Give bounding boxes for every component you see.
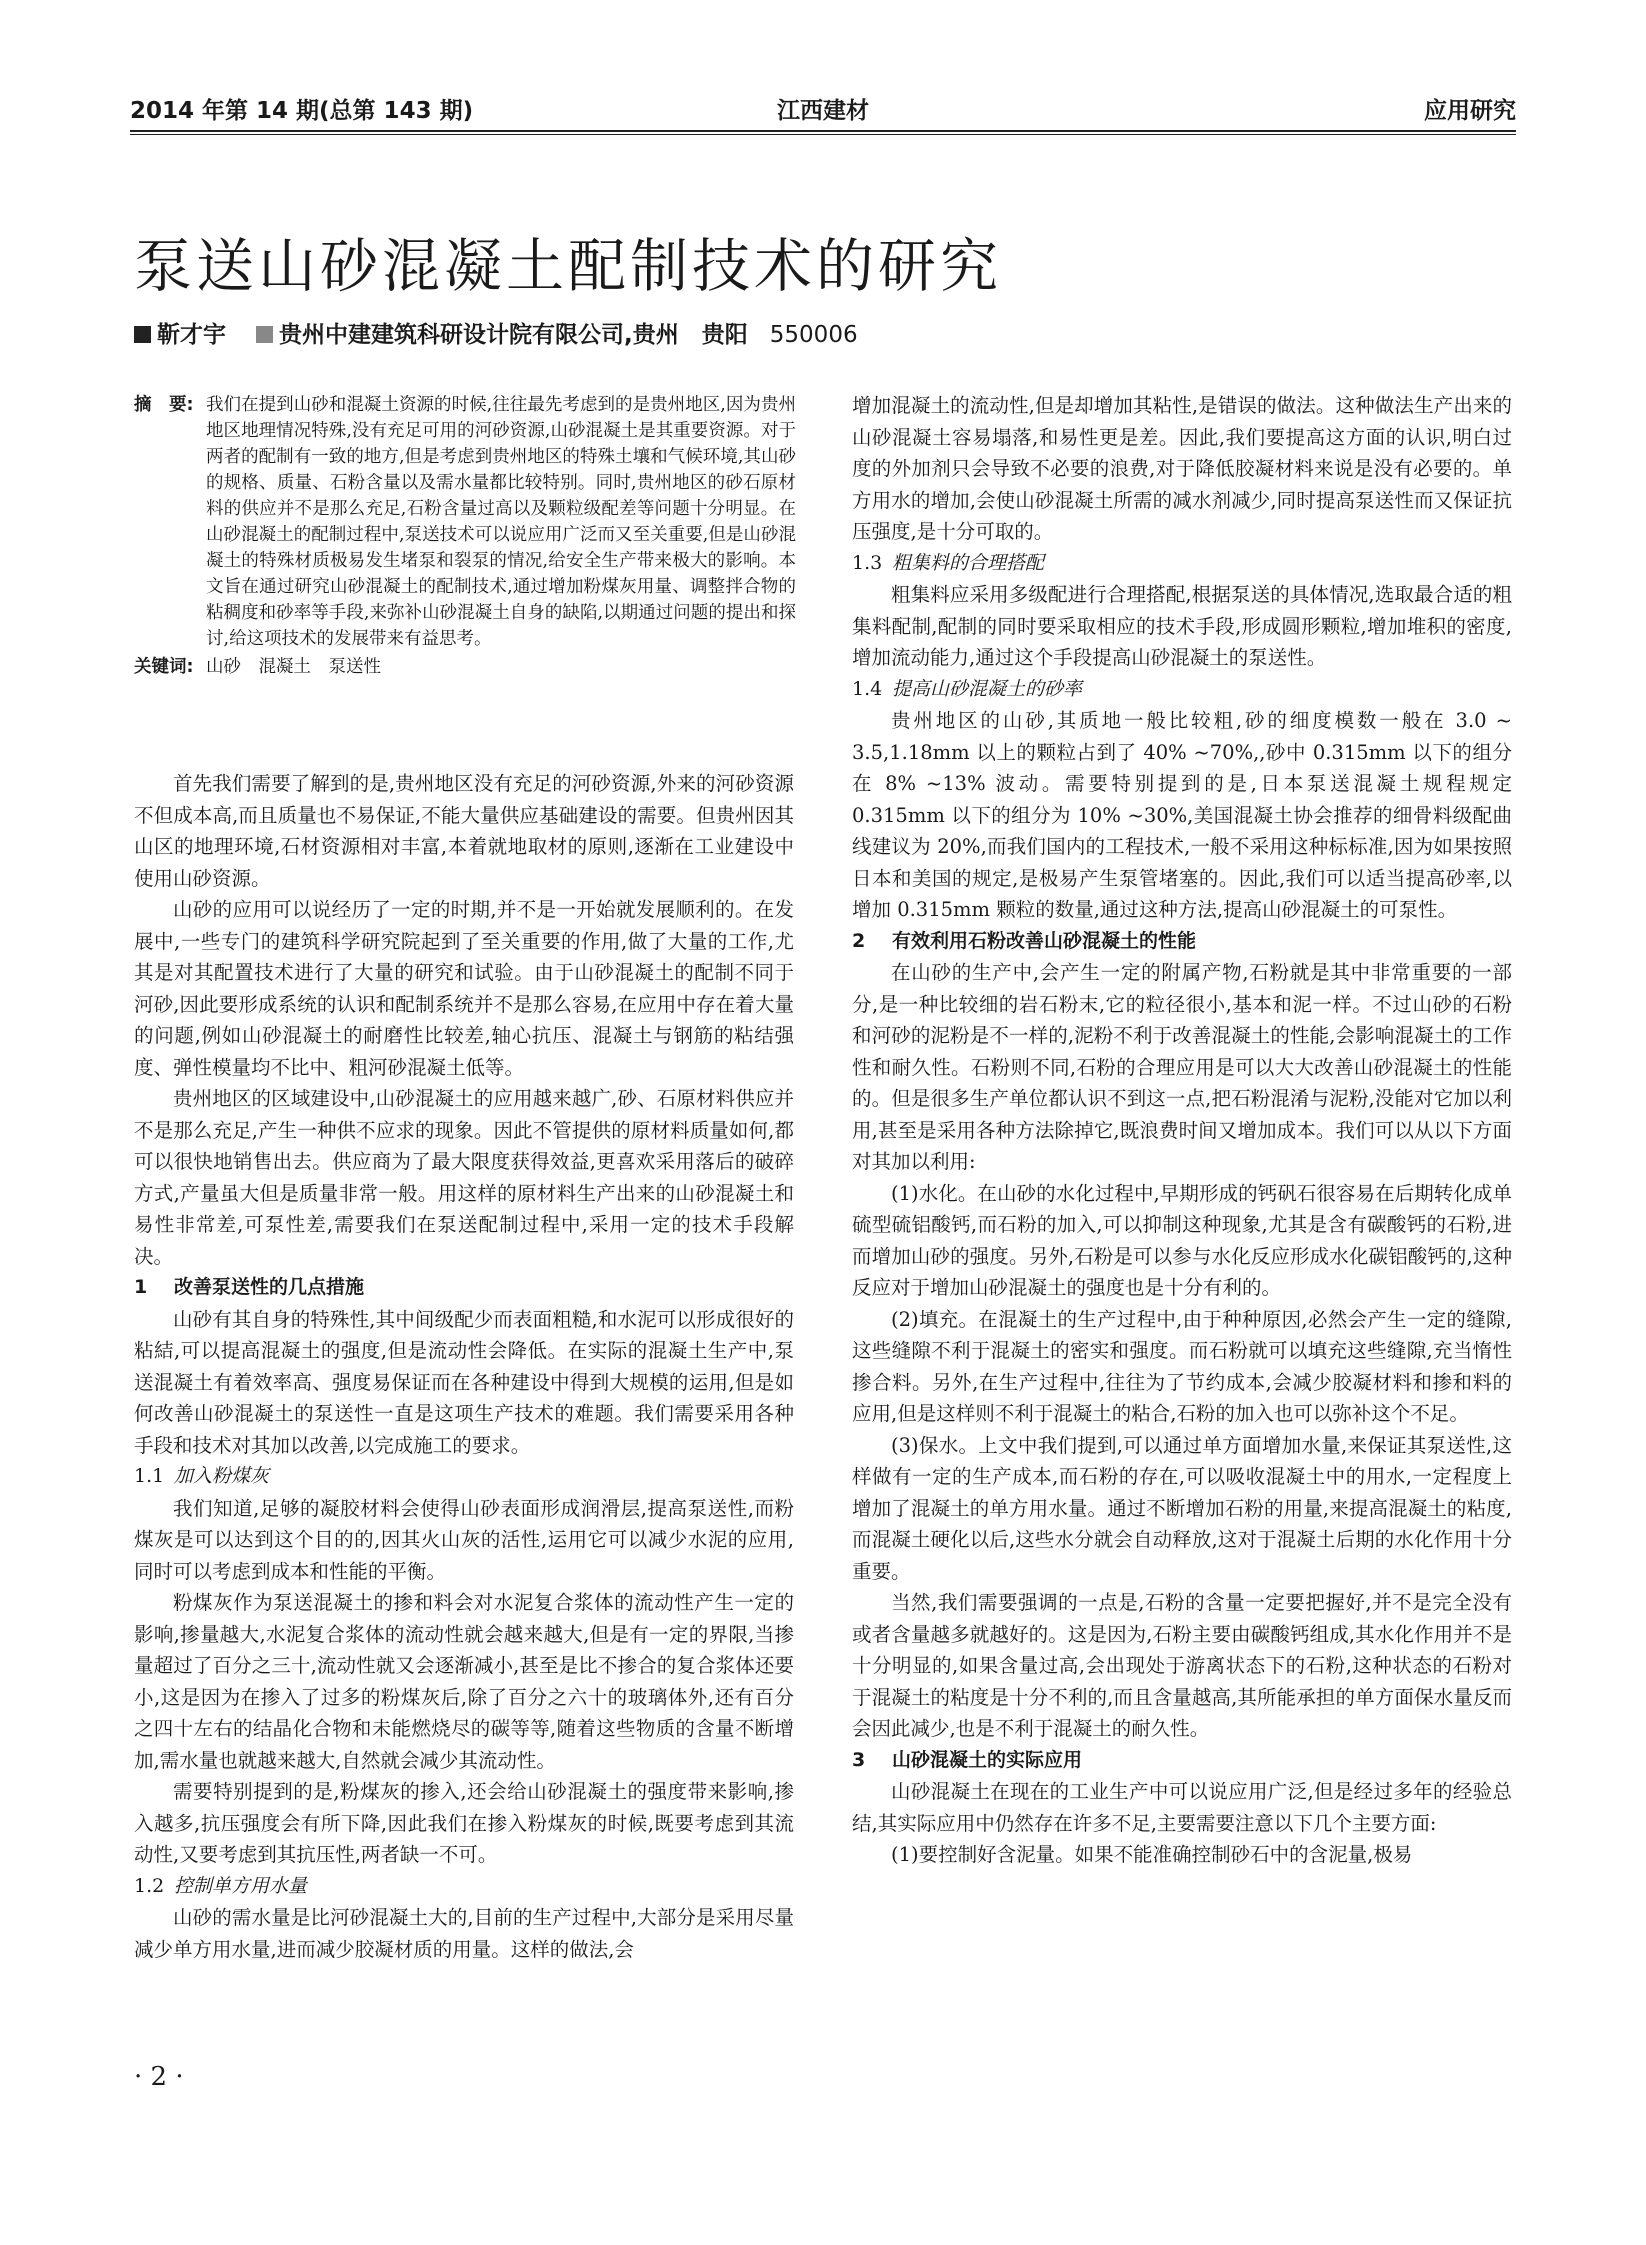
paragraph: 粗集料应采用多级配进行合理搭配,根据泵送的具体情况,选取最合适的粗集料配制,配制的同时要采取相应的技术手段,形成圆形颗粒,增加堆积的密度,增加流动能力,通过这个手段提高山砂混凝土的泵送性。 bbox=[852, 583, 1512, 669]
square-bullet-icon bbox=[134, 326, 151, 343]
paragraph: 贵州地区的山砂,其质地一般比较粗,砂的细度模数一般在 3.0 ~ 3.5,1.18mm 以上的颗粒占到了 40% ~70%,,砂中 0.315mm 以下的组分在 8% ~13% 波动。需要特别提到的是,日本泵送混凝土规程规定 0.315mm 以下的组分为 10% ~30%,美国混凝土协会推荐的细骨料级配曲线建议为 20%,而我们国内的工程技术,一般不采用这种标标准,因为如果按照日本和美国的规定,是极易产生泵管堵塞的。因此,我们可以适当提高砂率,以增加 0.315mm 颗粒的数量,通过这种方法,提高山砂混凝土的可泵性。 bbox=[852, 709, 1512, 921]
square-bullet-icon bbox=[256, 326, 273, 343]
heading-number: 1.2 bbox=[134, 1874, 165, 1897]
heading-text: 有效利用石粉改善山砂混凝土的性能 bbox=[892, 929, 1197, 952]
paragraph: (2)填充。在混凝土的生产过程中,由于种种原因,必然会产生一定的缝隙,这些缝隙不利于混凝土的密实和强度。而石粉就可以填充这些缝隙,充当惰性掺合料。另外,在生产过程中,往往为了节约成本,会减少胶凝材料和掺和料的应用,但是这样则不利于混凝土的粘合,石粉的加入也可以弥补这个不足。 bbox=[852, 1307, 1512, 1425]
keywords-label: 关键词: bbox=[134, 657, 194, 677]
author-name: 靳才宇 bbox=[157, 322, 226, 348]
issue-info: 2014 年第 14 期(总第 143 期) bbox=[130, 98, 474, 124]
article-title: 泵送山砂混凝土配制技术的研究 bbox=[134, 231, 1003, 300]
subsection-heading bbox=[134, 1871, 794, 1903]
byline bbox=[134, 316, 858, 349]
paragraph: 山砂混凝土在现在的工业生产中可以说应用广泛,但是经过多年的经验总结,其实际应用中仍然存在许多不足,主要需要注意以下几个主要方面: bbox=[852, 1780, 1512, 1835]
section-name: 应用研究 bbox=[1424, 98, 1516, 124]
heading-number: 1.3 bbox=[852, 551, 883, 574]
paragraph: 首先我们需要了解到的是,贵州地区没有充足的河砂资源,外来的河砂资源不但成本高,而且质量也不易保证,不能大量供应基础建设的需要。但贵州因其山区的地理环境,石材资源相对丰富,本着就地取材的原则,逐渐在工业建设中使用山砂资源。 bbox=[134, 772, 794, 890]
section-heading bbox=[852, 1745, 1512, 1777]
header-rule-thin bbox=[130, 134, 1516, 135]
paragraph: 我们知道,足够的凝胶材料会使得山砂表面形成润滑层,提高泵送性,而粉煤灰是可以达到这个目的的,因其火山灰的活性,运用它可以减少水泥的应用,同时可以考虑到成本和性能的平衡。 bbox=[134, 1496, 794, 1583]
section-heading bbox=[134, 1272, 794, 1304]
section-heading bbox=[852, 926, 1512, 958]
postcode: 550006 bbox=[769, 322, 858, 348]
right-column bbox=[852, 390, 1512, 1871]
heading-text: 加入粉煤灰 bbox=[174, 1465, 270, 1487]
subsection-heading bbox=[852, 548, 1512, 580]
abstract-text: 我们在提到山砂和混凝土资源的时候,往往最先考虑到的是贵州地区,因为贵州地区地理情况特殊,没有充足可用的河砂资源,山砂混凝土是其重要资源。对于两者的配制有一致的地方,但是考虑到贵州地区的特殊土壤和气候环境,其山砂的规格、质量、石粉含量以及需水量都比较特别。同时,贵州地区的砂石原材料的供应并不是那么充足,石粉含量过高以及颗粒级配差等问题十分明显。在山砂混凝土的配制过程中,泵送技术可以说应用广泛而又至关重要,但是山砂混凝土的特殊材质极易发生堵泵和裂泵的情况,给安全生产带来极大的影响。本文旨在通过研究山砂混凝土的配制技术,通过增加粉煤灰用量、调整拌合物的粘稠度和砂率等手段,来弥补山砂混凝土自身的缺陷,以期通过问题的提出和探讨,给这项技术的发展带来有益思考。 bbox=[206, 395, 796, 649]
subsection-heading bbox=[134, 1461, 794, 1493]
paragraph: 山砂的需水量是比河砂混凝土大的,目前的生产过程中,大部分是采用尽量减少单方用水量,进而减少胶凝材质的用量。这样的做法,会 bbox=[134, 1906, 794, 1961]
subsection-heading bbox=[852, 674, 1512, 706]
heading-text: 改善泵送性的几点措施 bbox=[174, 1276, 365, 1298]
heading-number: 2 bbox=[852, 929, 866, 952]
paragraph: 增加混凝土的流动性,但是却增加其粘性,是错误的做法。这种做法生产出来的山砂混凝土容易塌落,和易性更是差。因此,我们要提高这方面的认识,明白过度的外加剂只会导致不必要的浪费,对于降低胶凝材料来说是没有必要的。单方用水的增加,会使山砂混凝土所需的减水剂减少,同时提高泵送性而又保证抗压强度,是十分可取的。 bbox=[852, 394, 1512, 543]
paragraph: (3)保水。上文中我们提到,可以通过单方面增加水量,来保证其泵送性,这样做有一定的生产成本,而石粉的存在,可以吸收混凝土中的用水,一定程度上增加了混凝土的单方用水量。通过不断增加石粉的用量,来提高混凝土的粘度,而混凝土硬化以后,这些水分就会自动释放,这对于混凝土后期的水化作用十分重要。 bbox=[852, 1433, 1512, 1583]
heading-number: 3 bbox=[852, 1748, 866, 1771]
heading-text: 提高山砂混凝土的砂率 bbox=[892, 677, 1083, 700]
abstract bbox=[134, 392, 796, 680]
heading-number: 1 bbox=[134, 1276, 148, 1298]
heading-number: 1.1 bbox=[134, 1465, 165, 1487]
heading-number: 1.4 bbox=[852, 677, 883, 700]
heading-text: 粗集料的合理搭配 bbox=[892, 551, 1045, 574]
left-column bbox=[134, 768, 794, 1965]
paragraph: 山砂的应用可以说经历了一定的时期,并不是一开始就发展顺利的。在发展中,一些专门的建筑科学研究院起到了至关重要的作用,做了大量的工作,尤其是对其配置技术进行了大量的研究和试验。由于山砂混凝土的配制不同于河砂,因此要形成系统的认识和配制系统并不是那么容易,在应用中存在着大量的问题,例如山砂混凝土的耐磨性比较差,轴心抗压、混凝土与钢筋的粘结强度、弹性模量均不比中、粗河砂混凝土低等。 bbox=[134, 898, 794, 1079]
paragraph: 当然,我们需要强调的一点是,石粉的含量一定要把握好,并不是完全没有或者含量越多就越好的。这是因为,石粉主要由碳酸钙组成,其水化作用并不是十分明显的,如果含量过高,会出现处于游离状态下的石粉,这种状态的石粉对于混凝土的粘度是十分不利的,而且含量越高,其所能承担的单方面保水量反而会因此减少,也是不利于混凝土的耐久性。 bbox=[852, 1591, 1512, 1740]
paragraph: 山砂有其自身的特殊性,其中间级配少而表面粗糙,和水泥可以形成很好的粘結,可以提高混凝土的强度,但是流动性会降低。在实际的混凝土生产中,泵送混凝土有着效率高、强度易保证而在各种建设中得到大规模的运用,但是如何改善山砂混凝土的泵送性一直是这项生产技术的难题。我们需要采用各种手段和技术对其加以改善,以完成施工的要求。 bbox=[134, 1307, 794, 1457]
paragraph: (1)水化。在山砂的水化过程中,早期形成的钙矾石很容易在后期转化成单硫型硫铝酸钙,而石粉的加入,可以抑制这种现象,尤其是含有碳酸钙的石粉,进而增加山砂的强度。另外,石粉是可以参与水化反应形成水化碳铝酸钙的,这种反应对于增加山砂混凝土的强度也是十分有利的。 bbox=[852, 1181, 1512, 1299]
header-rule bbox=[130, 130, 1516, 132]
page-number: · 2 · bbox=[134, 2062, 184, 2092]
keywords: 山砂 混凝土 泵送性 bbox=[206, 657, 381, 677]
abstract-label: 摘 要: bbox=[134, 395, 194, 415]
affiliation: 贵州中建建筑科研设计院有限公司,贵州 贵阳 bbox=[279, 322, 748, 348]
paragraph: (1)要控制好含泥量。如果不能准确控制砂石中的含泥量,极易 bbox=[891, 1843, 1413, 1866]
heading-text: 山砂混凝土的实际应用 bbox=[892, 1748, 1083, 1771]
journal-name: 江西建材 bbox=[777, 98, 869, 124]
running-head bbox=[130, 92, 1516, 132]
paragraph: 贵州地区的区域建设中,山砂混凝土的应用越来越广,砂、石原材料供应并不是那么充足,产生一种供不应求的现象。因此不管提供的原材料质量如何,都可以很快地销售出去。供应商为了最大限度获得效益,更喜欢采用落后的破碎方式,产量虽大但是质量非常一般。用这样的原材料生产出来的山砂混凝土和易性非常差,可泵性差,需要我们在泵送配制过程中,采用一定的技术手段解决。 bbox=[134, 1087, 794, 1268]
heading-text: 控制单方用水量 bbox=[174, 1874, 308, 1897]
paragraph: 在山砂的生产中,会产生一定的附属产物,石粉就是其中非常重要的一部分,是一种比较细的岩石粉末,它的粒径很小,基本和泥一样。不过山砂的石粉和河砂的泥粉是不一样的,泥粉不利于改善混凝土的性能,会影响混凝土的工作性和耐久性。石粉则不同,石粉的合理应用是可以大大改善山砂混凝土的性能的。但是很多生产单位都认识不到这一点,把石粉混淆与泥粉,没能对它加以利用,甚至是采用各种方法除掉它,既浪费时间又增加成本。我们可以从以下方面对其加以利用: bbox=[852, 961, 1512, 1173]
paragraph: 粉煤灰作为泵送混凝土的掺和料会对水泥复合浆体的流动性产生一定的影响,掺量越大,水泥复合浆体的流动性就会越来越大,但是有一定的界限,当掺量超过了百分之三十,流动性就又会逐渐减小,甚至是比不掺合的复合浆体还要小,这是因为在掺入了过多的粉煤灰后,除了百分之六十的玻璃体外,还有百分之四十左右的结晶化合物和未能燃烧尽的碳等等,随着这些物质的含量不断增加,需水量也就越来越大,自然就会减少其流动性。 bbox=[134, 1591, 794, 1772]
paragraph: 需要特别提到的是,粉煤灰的掺入,还会给山砂混凝土的强度带来影响,掺入越多,抗压强度会有所下降,因此我们在掺入粉煤灰的时候,既要考虑到其流动性,又要考虑到其抗压性,两者缺一不可。 bbox=[134, 1780, 794, 1866]
